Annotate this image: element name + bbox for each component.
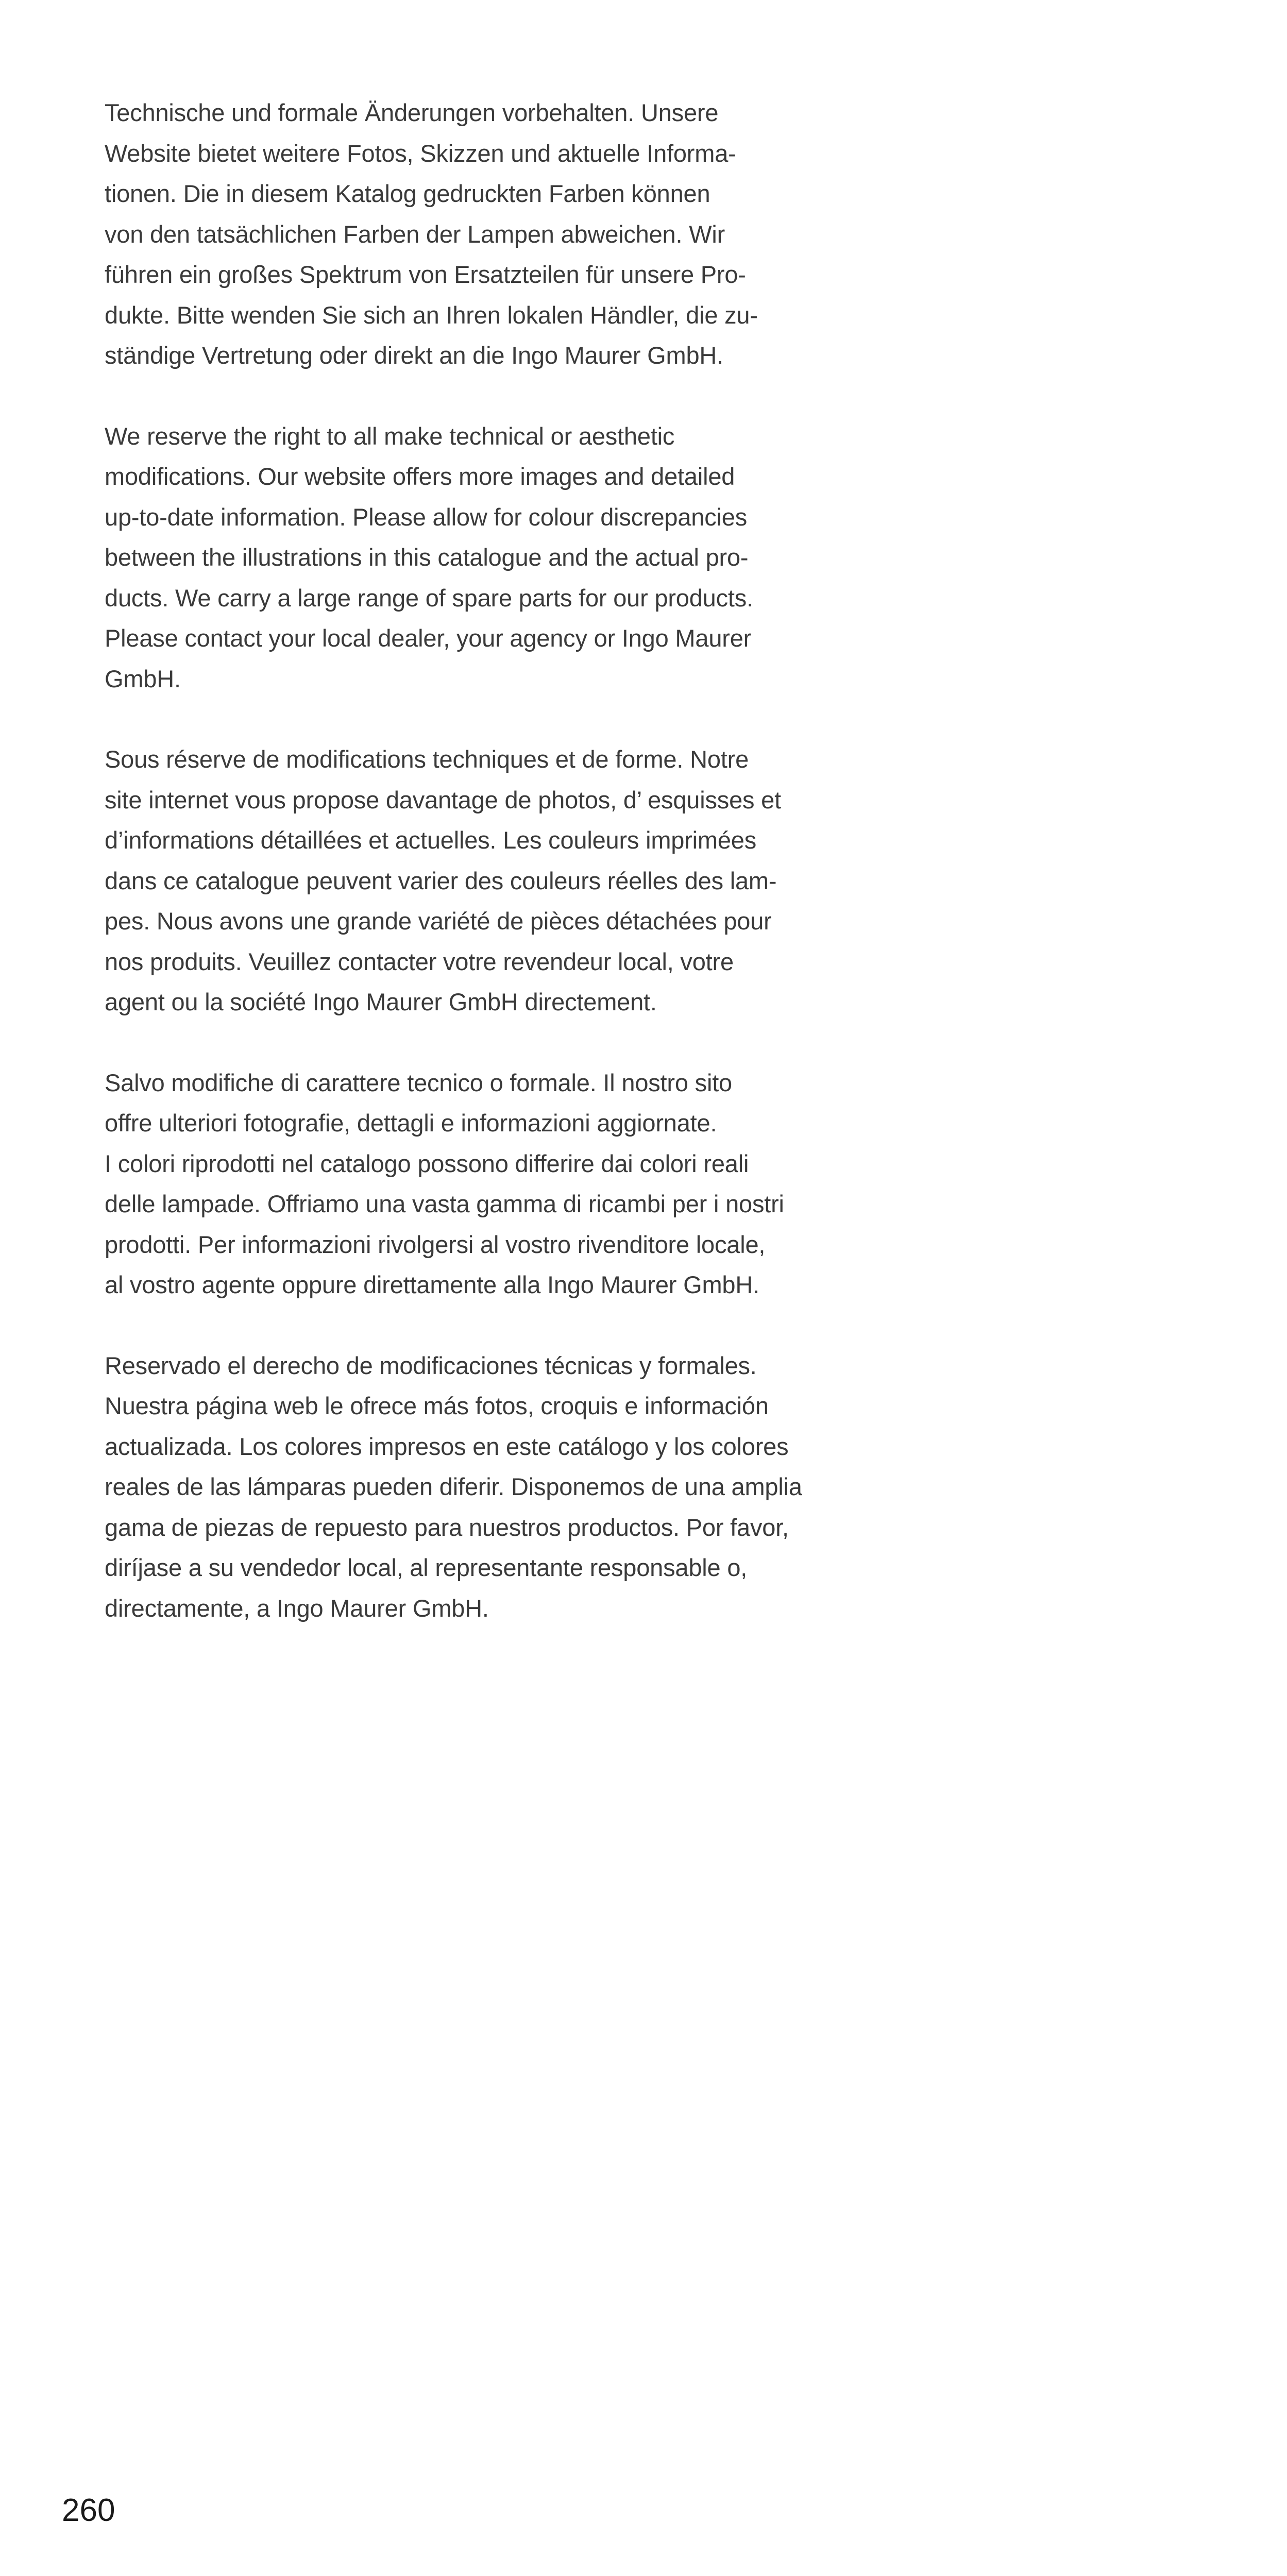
disclaimer-text-column	[105, 93, 857, 1669]
text-line: reales de las lámparas pueden diferir. Disponemos de una amplia	[105, 1473, 802, 1500]
text-line: I colori riprodotti nel catalogo possono differire dai colori reali	[105, 1149, 749, 1177]
text-line: ständige Vertretung oder direkt an die Ingo Maurer GmbH.	[105, 342, 724, 369]
text-line: We reserve the right to all make technical or aesthetic	[105, 422, 675, 450]
disclaimer-german	[105, 93, 857, 376]
text-line: von den tatsächlichen Farben der Lampen abweichen. Wir	[105, 220, 725, 248]
text-line: prodotti. Per informazioni rivolgersi al vostro rivenditore locale,	[105, 1230, 766, 1258]
text-line: Nuestra página web le ofrece más fotos, croquis e información	[105, 1392, 769, 1419]
text-line: Sous réserve de modifications techniques et de forme. Notre	[105, 745, 749, 773]
text-line: Technische und formale Änderungen vorbehalten. Unsere	[105, 99, 719, 126]
text-line: delle lampade. Offriamo una vasta gamma di ricambi per i nostri	[105, 1190, 784, 1217]
text-line: offre ulteriori fotografie, dettagli e informazioni aggiornate.	[105, 1109, 717, 1137]
text-line: gama de piezas de repuesto para nuestros productos. Por favor,	[105, 1513, 789, 1541]
text-line: between the illustrations in this catalogue and the actual pro-	[105, 544, 749, 571]
text-line: Please contact your local dealer, your agency or Ingo Maurer	[105, 624, 752, 652]
disclaimer-english	[105, 416, 857, 700]
text-line: directamente, a Ingo Maurer GmbH.	[105, 1594, 489, 1622]
text-line: site internet vous propose davantage de photos, d’ esquisses et	[105, 786, 781, 814]
text-line: dukte. Bitte wenden Sie sich an Ihren lokalen Händler, die zu-	[105, 301, 758, 329]
text-line: diríjase a su vendedor local, al representante responsable o,	[105, 1554, 748, 1581]
disclaimer-spanish	[105, 1346, 857, 1629]
text-line: tionen. Die in diesem Katalog gedruckten Farben können	[105, 180, 710, 207]
text-line: up-to-date information. Please allow for colour discrepancies	[105, 503, 748, 531]
text-line: modifications. Our website offers more images and detailed	[105, 463, 735, 490]
disclaimer-french	[105, 739, 857, 1023]
text-line: führen ein großes Spektrum von Ersatzteilen für unsere Pro-	[105, 261, 746, 288]
text-line: pes. Nous avons une grande variété de pièces détachées pour	[105, 907, 772, 935]
text-line: nos produits. Veuillez contacter votre revendeur local, votre	[105, 947, 734, 975]
text-line: agent ou la société Ingo Maurer GmbH directement.	[105, 988, 657, 1015]
text-line: dans ce catalogue peuvent varier des couleurs réelles des lam-	[105, 867, 777, 894]
text-line: Salvo modifiche di carattere tecnico o formale. Il nostro sito	[105, 1069, 732, 1096]
disclaimer-italian	[105, 1063, 857, 1306]
text-line: GmbH.	[105, 665, 181, 692]
text-line: actualizada. Los colores impresos en este catálogo y los colores	[105, 1432, 789, 1460]
text-line: Reservado el derecho de modificaciones técnicas y formales.	[105, 1351, 757, 1379]
text-line: ducts. We carry a large range of spare parts for our products.	[105, 584, 753, 612]
page-number: 260	[62, 2493, 115, 2528]
text-line: al vostro agente oppure direttamente alla Ingo Maurer GmbH.	[105, 1271, 759, 1298]
text-line: d’informations détaillées et actuelles. Les couleurs imprimées	[105, 826, 757, 854]
text-line: Website bietet weitere Fotos, Skizzen und aktuelle Informa-	[105, 139, 736, 167]
